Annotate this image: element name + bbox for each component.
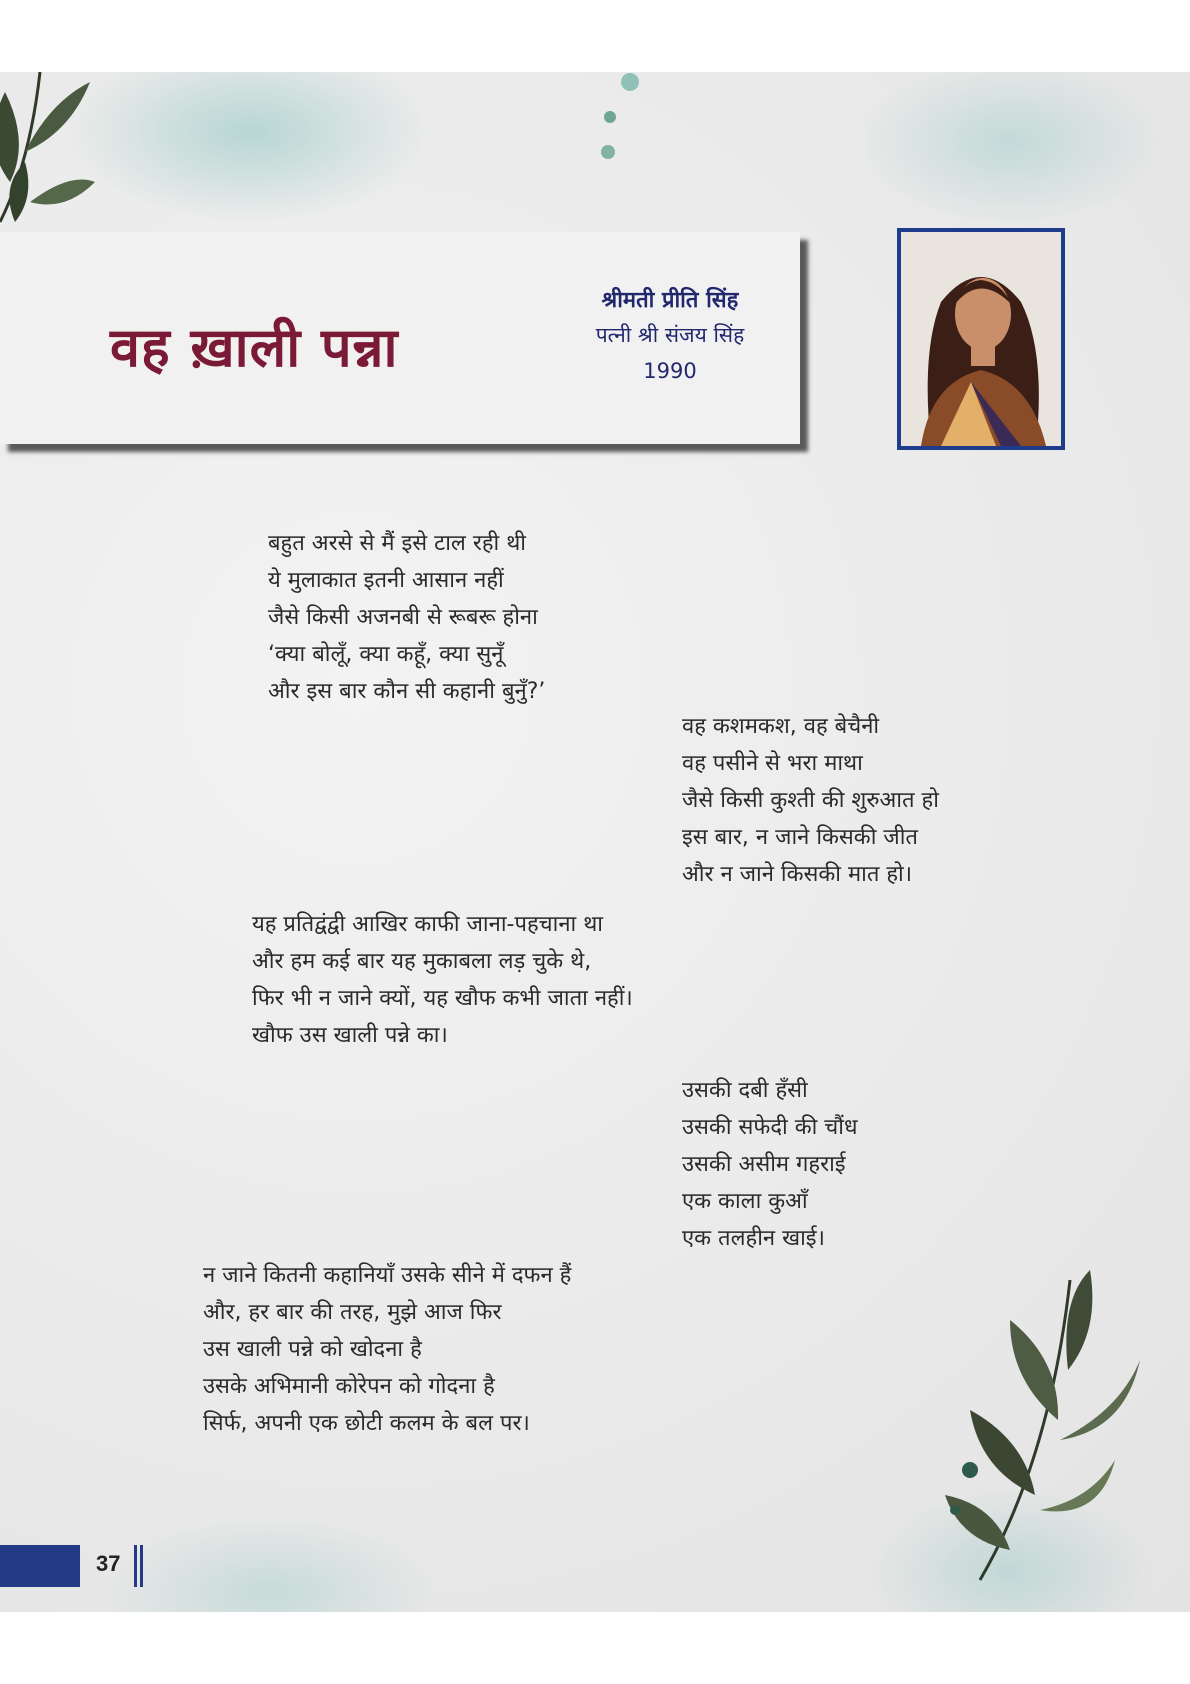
author-name: श्रीमती प्रीति सिंह bbox=[601, 288, 739, 313]
poem-line: खौफ उस खाली पन्ने का। bbox=[252, 1023, 448, 1048]
page-title: वह ख़ाली पन्ना bbox=[110, 316, 399, 379]
poem-line: इस बार, न जाने किसकी जीत bbox=[682, 825, 918, 850]
poem-line: वह पसीने से भरा माथा bbox=[682, 751, 863, 776]
poem-line: वह कशमकश, वह बेचैनी bbox=[682, 714, 880, 739]
author-year: 1990 bbox=[643, 359, 697, 383]
poem-line: एक तलहीन खाई। bbox=[682, 1226, 825, 1251]
page-number: 37 bbox=[96, 1551, 121, 1576]
poem-stanza bbox=[682, 708, 939, 893]
poem-line: उसकी दबी हँसी bbox=[682, 1078, 808, 1103]
page-divider bbox=[134, 1545, 137, 1587]
page-divider bbox=[140, 1545, 143, 1587]
poem-line: उसकी सफेदी की चौंध bbox=[682, 1115, 858, 1140]
poem-line: बहुत अरसे से मैं इसे टाल रही थी bbox=[268, 531, 526, 556]
poem-line: और इस बार कौन सी कहानी बुनुँ?’ bbox=[268, 679, 546, 704]
poem-stanza bbox=[203, 1257, 571, 1442]
author-relation: पत्नी श्री संजय सिंह bbox=[595, 323, 745, 347]
poem-line: फिर भी न जाने क्यों, यह खौफ कभी जाता नहीं। bbox=[252, 986, 633, 1011]
poem-line: सिर्फ, अपनी एक छोटी कलम के बल पर। bbox=[203, 1411, 530, 1436]
poem-line: ये मुलाकात इतनी आसान नहीं bbox=[268, 568, 504, 593]
poem-line: उसके अभिमानी कोरेपन को गोदना है bbox=[203, 1374, 495, 1399]
poem-stanza bbox=[268, 525, 545, 710]
author-info bbox=[560, 286, 780, 388]
poem-line: जैसे किसी अजनबी से रूबरू होना bbox=[268, 605, 538, 630]
leaf-decoration bbox=[940, 1260, 1160, 1590]
poem-stanza bbox=[682, 1072, 858, 1257]
page-number-bar bbox=[0, 1545, 80, 1587]
poem-line: उसकी असीम गहराई bbox=[682, 1152, 846, 1177]
ink-dots bbox=[600, 72, 660, 192]
poem-line: और न जाने किसकी मात हो। bbox=[682, 862, 913, 887]
leaf-decoration bbox=[0, 72, 120, 232]
poem-line: जैसे किसी कुश्ती की शुरुआत हो bbox=[682, 788, 939, 813]
author-photo bbox=[897, 228, 1065, 450]
poem-line: यह प्रतिद्वंद्वी आखिर काफी जाना-पहचाना था bbox=[252, 912, 603, 937]
poem-stanza bbox=[252, 906, 633, 1054]
poem-line: और, हर बार की तरह, मुझे आज फिर bbox=[203, 1300, 502, 1325]
poem-line: उस खाली पन्ने को खोदना है bbox=[203, 1337, 422, 1362]
poem-line: एक काला कुआँ bbox=[682, 1189, 808, 1214]
poem-line: और हम कई बार यह मुकाबला लड़ चुके थे, bbox=[252, 949, 592, 974]
poem-line: ‘क्या बोलूँ, क्या कहूँ, क्या सुनूँ bbox=[268, 642, 504, 667]
poem-line: न जाने कितनी कहानियाँ उसके सीने में दफन हैं bbox=[203, 1263, 572, 1288]
